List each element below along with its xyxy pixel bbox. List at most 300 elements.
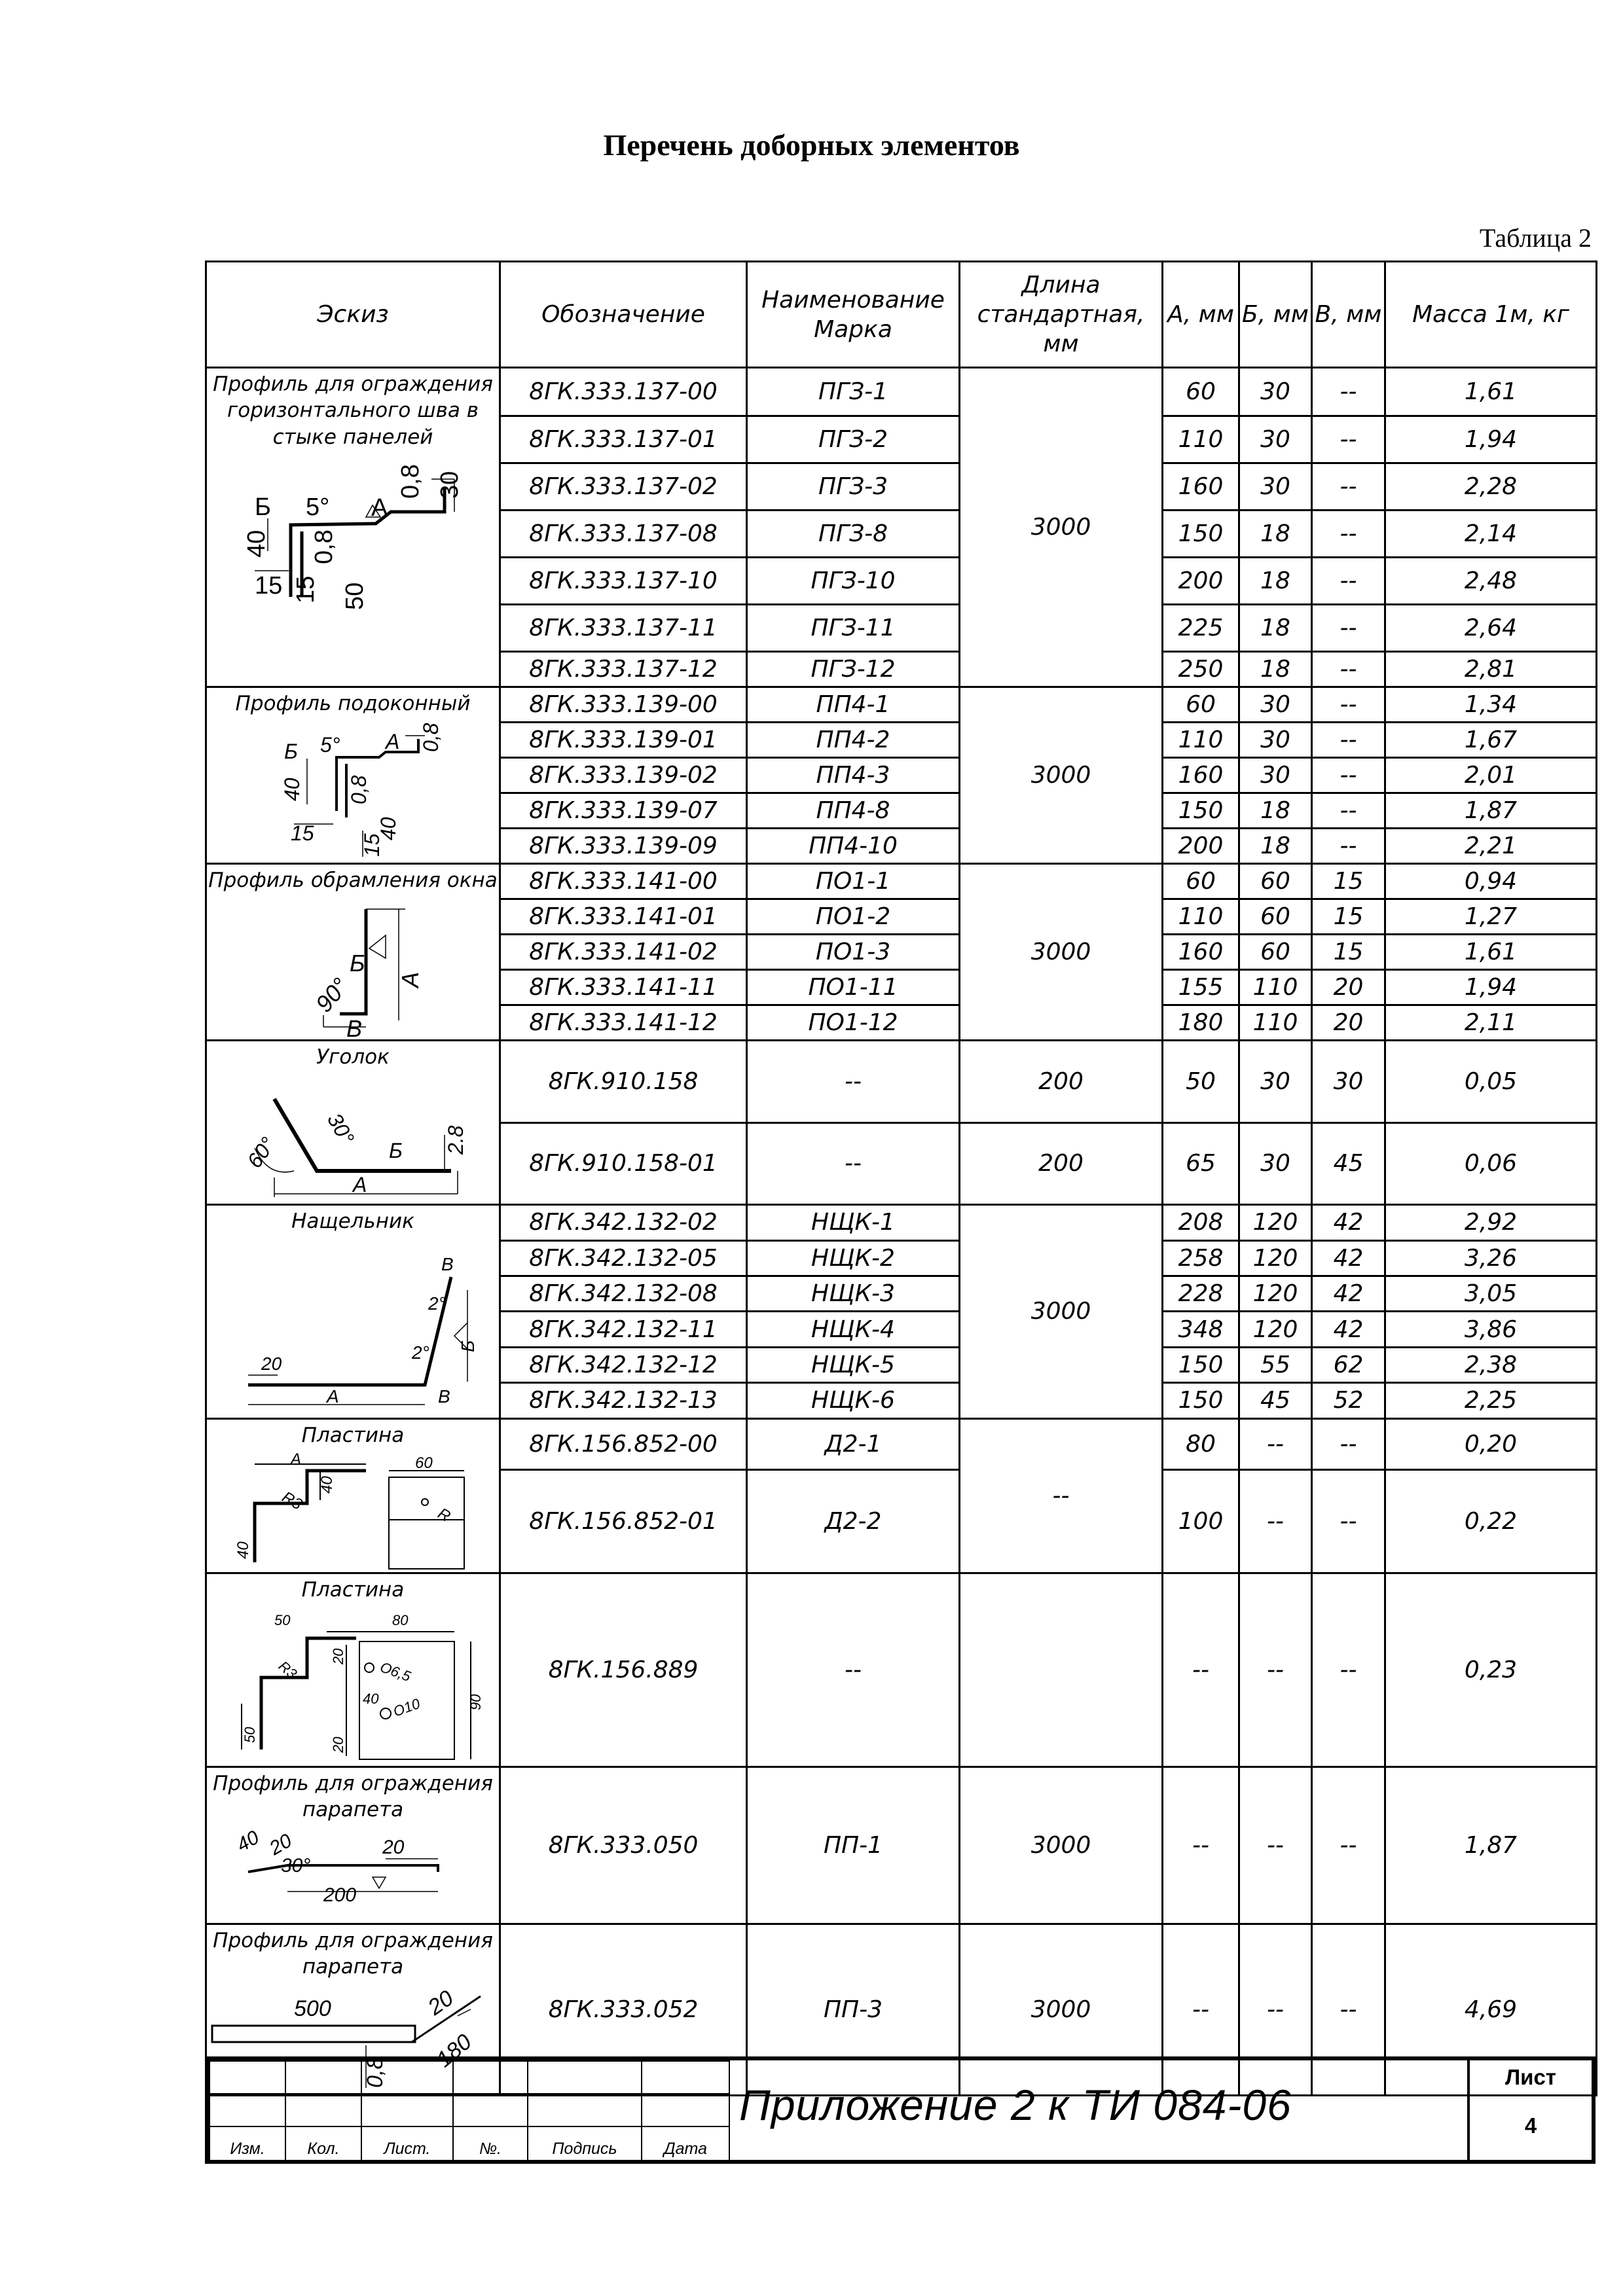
- b-cell: 110: [1239, 1005, 1312, 1041]
- v-cell: --: [1312, 758, 1385, 793]
- designation-cell: 8ГК.333.139-09: [500, 829, 747, 864]
- mass-cell: 0,20: [1385, 1418, 1597, 1470]
- sketch-cell: [206, 1418, 500, 1573]
- b-cell: 55: [1239, 1347, 1312, 1382]
- table-row: [206, 1205, 1597, 1240]
- mass-cell: 3,86: [1385, 1312, 1597, 1347]
- mass-cell: 1,34: [1385, 687, 1597, 723]
- dim-label: 15: [255, 571, 283, 600]
- b-cell: 30: [1239, 1041, 1312, 1123]
- v-cell: 42: [1312, 1205, 1385, 1240]
- b-cell: 18: [1239, 652, 1312, 687]
- mass-cell: 2,92: [1385, 1205, 1597, 1240]
- v-cell: --: [1312, 368, 1385, 416]
- dim-label: А: [327, 1386, 339, 1407]
- dim-label: 20: [330, 1736, 346, 1753]
- dim-label: 15: [360, 833, 384, 857]
- header-sketch: Эскиз: [206, 262, 500, 368]
- v-cell: 15: [1312, 864, 1385, 899]
- dim-label: O10: [391, 1695, 422, 1720]
- b-cell: 30: [1239, 687, 1312, 723]
- sketch-title: Профиль для ограждения парапета: [213, 1929, 493, 1979]
- b-cell: 18: [1239, 793, 1312, 829]
- mass-cell: 2,81: [1385, 652, 1597, 687]
- sketch-cell: [206, 368, 500, 687]
- name-cell: ПП-1: [747, 1767, 960, 1924]
- name-cell: НЩК-3: [747, 1276, 960, 1312]
- designation-cell: 8ГК.342.132-12: [500, 1347, 747, 1382]
- designation-cell: 8ГК.333.139-02: [500, 758, 747, 793]
- v-cell: 30: [1312, 1041, 1385, 1123]
- stamp-col-change: Изм.: [210, 2126, 285, 2161]
- mass-cell: 2,64: [1385, 605, 1597, 652]
- v-cell: 20: [1312, 970, 1385, 1005]
- dim-label: 20: [423, 1985, 458, 2020]
- b-cell: 120: [1239, 1276, 1312, 1312]
- b-cell: --: [1239, 1470, 1312, 1573]
- mass-cell: 1,94: [1385, 416, 1597, 463]
- dim-label: 500: [294, 1996, 331, 2021]
- name-cell: ПО1-11: [747, 970, 960, 1005]
- name-cell: ПГЗ-3: [747, 463, 960, 511]
- dim-label: R3: [275, 1657, 301, 1683]
- sketch-cell: [206, 1573, 500, 1767]
- header-mass: Масса 1м, кг: [1385, 262, 1597, 368]
- dim-label: 20: [382, 1836, 405, 1858]
- dim-label: А: [386, 730, 400, 754]
- dim-label: 0,8: [397, 464, 424, 499]
- header-length: Длина стандартная, мм: [960, 262, 1163, 368]
- header-row: [206, 262, 1597, 368]
- v-cell: --: [1312, 1418, 1385, 1470]
- revision-grid: [209, 2060, 730, 2161]
- dim-label: 40: [376, 817, 400, 841]
- dim-label: 60: [415, 1454, 433, 1472]
- dim-label: 0,8: [310, 529, 338, 564]
- v-cell: --: [1312, 652, 1385, 687]
- mass-cell: 2,28: [1385, 463, 1597, 511]
- dim-label: Б: [389, 1139, 403, 1163]
- designation-cell: 8ГК.333.137-12: [500, 652, 747, 687]
- mass-cell: 2,48: [1385, 558, 1597, 605]
- v-cell: --: [1312, 416, 1385, 463]
- b-cell: 18: [1239, 829, 1312, 864]
- dim-label: 30: [436, 471, 464, 499]
- v-cell: --: [1312, 1573, 1385, 1767]
- table-row: [206, 1767, 1597, 1924]
- name-cell: ПГЗ-12: [747, 652, 960, 687]
- sketch-title: Профиль обрамления окна: [208, 869, 498, 892]
- dim-label: 2°: [412, 1342, 429, 1363]
- sheet-number: 4: [1524, 2113, 1537, 2138]
- a-cell: 228: [1163, 1276, 1239, 1312]
- dim-label: 80: [392, 1612, 409, 1629]
- designation-cell: 8ГК.342.132-08: [500, 1276, 747, 1312]
- dim-label: 90°: [310, 973, 354, 1018]
- name-cell: ПО1-1: [747, 864, 960, 899]
- v-cell: --: [1312, 793, 1385, 829]
- a-cell: 150: [1163, 511, 1239, 558]
- v-cell: 42: [1312, 1312, 1385, 1347]
- dim-label: Б: [255, 493, 271, 521]
- name-cell: ПП4-2: [747, 723, 960, 758]
- name-cell: ПП4-10: [747, 829, 960, 864]
- b-cell: 18: [1239, 605, 1312, 652]
- dim-label: 40: [243, 529, 270, 558]
- dim-label: 30°: [281, 1854, 311, 1876]
- designation-cell: 8ГК.333.050: [500, 1767, 747, 1924]
- name-cell: ПГЗ-1: [747, 368, 960, 416]
- designation-cell: 8ГК.333.137-11: [500, 605, 747, 652]
- dim-label: 200: [323, 1884, 357, 1906]
- header-v: В, мм: [1312, 262, 1385, 368]
- designation-cell: 8ГК.342.132-11: [500, 1312, 747, 1347]
- sketch-cell: [206, 864, 500, 1041]
- dim-label: O6,5: [378, 1659, 413, 1685]
- v-cell: 42: [1312, 1276, 1385, 1312]
- mass-cell: 2,11: [1385, 1005, 1597, 1041]
- designation-cell: 8ГК.156.852-00: [500, 1418, 747, 1470]
- window-frame-drawing: [228, 896, 477, 1043]
- name-cell: ПО1-2: [747, 899, 960, 935]
- v-cell: 42: [1312, 1240, 1385, 1276]
- designation-cell: 8ГК.333.052: [500, 1924, 747, 2096]
- appendix-title: Приложение 2 к ТИ 084-06: [739, 2081, 1292, 2129]
- designation-cell: 8ГК.333.137-02: [500, 463, 747, 511]
- a-cell: 225: [1163, 605, 1239, 652]
- a-cell: 50: [1163, 1041, 1239, 1123]
- v-cell: --: [1312, 511, 1385, 558]
- sketch-title: Профиль подоконный: [235, 692, 471, 715]
- dim-label: 50: [341, 582, 369, 610]
- a-cell: 160: [1163, 935, 1239, 970]
- dim-label: 2°: [428, 1293, 446, 1314]
- a-cell: 180: [1163, 1005, 1239, 1041]
- designation-cell: 8ГК.333.139-00: [500, 687, 747, 723]
- designation-cell: 8ГК.333.137-00: [500, 368, 747, 416]
- b-cell: 30: [1239, 1122, 1312, 1205]
- b-cell: 30: [1239, 463, 1312, 511]
- sill-profile-drawing: [228, 719, 477, 860]
- b-cell: 18: [1239, 558, 1312, 605]
- sketch-cell: [206, 1041, 500, 1205]
- b-cell: 30: [1239, 416, 1312, 463]
- mass-cell: 0,06: [1385, 1122, 1597, 1205]
- header-a: А, мм: [1163, 262, 1239, 368]
- sheet-box: [1467, 2060, 1592, 2160]
- dim-label: А: [353, 1173, 367, 1197]
- mass-cell: 2,38: [1385, 1347, 1597, 1382]
- designation-cell: 8ГК.333.141-01: [500, 899, 747, 935]
- dim-label: 40: [233, 1826, 263, 1856]
- v-cell: --: [1312, 1924, 1385, 2096]
- name-cell: ПО1-12: [747, 1005, 960, 1041]
- dim-label: 40: [280, 778, 304, 802]
- a-cell: 150: [1163, 793, 1239, 829]
- mass-cell: 2,21: [1385, 829, 1597, 864]
- dim-label: 180: [431, 2029, 477, 2072]
- v-cell: --: [1312, 829, 1385, 864]
- designation-cell: 8ГК.333.139-07: [500, 793, 747, 829]
- name-cell: НЩК-4: [747, 1312, 960, 1347]
- a-cell: 60: [1163, 368, 1239, 416]
- dim-label: 30°: [322, 1109, 359, 1149]
- designation-cell: 8ГК.333.141-02: [500, 935, 747, 970]
- v-cell: --: [1312, 558, 1385, 605]
- b-cell: 120: [1239, 1205, 1312, 1240]
- length-cell: 3000: [960, 1767, 1163, 1924]
- designation-cell: 8ГК.333.139-01: [500, 723, 747, 758]
- name-cell: НЩК-2: [747, 1240, 960, 1276]
- dim-label: Б: [284, 740, 298, 764]
- a-cell: 150: [1163, 1347, 1239, 1382]
- v-cell: --: [1312, 1767, 1385, 1924]
- a-cell: --: [1163, 1924, 1239, 2096]
- b-cell: 30: [1239, 368, 1312, 416]
- sketch-cell: [206, 687, 500, 864]
- sketch-cell: [206, 1205, 500, 1418]
- a-cell: 150: [1163, 1383, 1239, 1418]
- a-cell: 110: [1163, 899, 1239, 935]
- dim-label: В: [346, 1015, 363, 1043]
- b-cell: 18: [1239, 511, 1312, 558]
- dim-label: Б: [458, 1340, 478, 1352]
- mass-cell: 1,61: [1385, 935, 1597, 970]
- a-cell: 110: [1163, 416, 1239, 463]
- dim-label: 50: [274, 1612, 291, 1629]
- length-cell: 3000: [960, 864, 1163, 1041]
- v-cell: --: [1312, 687, 1385, 723]
- designation-cell: 8ГК.333.141-11: [500, 970, 747, 1005]
- table-row: [206, 687, 1597, 723]
- v-cell: --: [1312, 463, 1385, 511]
- stamp-col-doc-num: №.: [453, 2126, 528, 2161]
- mass-cell: 1,87: [1385, 793, 1597, 829]
- designation-cell: 8ГК.333.141-00: [500, 864, 747, 899]
- a-cell: 60: [1163, 864, 1239, 899]
- table-row: [206, 368, 1597, 416]
- batten-drawing: [228, 1238, 477, 1418]
- b-cell: 120: [1239, 1312, 1312, 1347]
- designation-cell: 8ГК.333.137-10: [500, 558, 747, 605]
- plate-drawing: [228, 1451, 477, 1572]
- mass-cell: 0,05: [1385, 1041, 1597, 1123]
- a-cell: 80: [1163, 1418, 1239, 1470]
- dim-label: 40: [318, 1476, 336, 1494]
- b-cell: 30: [1239, 723, 1312, 758]
- table-row: [206, 1573, 1597, 1767]
- table-row: [206, 1041, 1597, 1123]
- table-label: Таблица 2: [1479, 223, 1592, 253]
- v-cell: --: [1312, 1470, 1385, 1573]
- stamp-col-date: Дата: [642, 2126, 729, 2161]
- a-cell: --: [1163, 1573, 1239, 1767]
- b-cell: --: [1239, 1767, 1312, 1924]
- a-cell: 258: [1163, 1240, 1239, 1276]
- v-cell: 62: [1312, 1347, 1385, 1382]
- plate-with-holes-drawing: [228, 1605, 484, 1766]
- designation-cell: 8ГК.910.158-01: [500, 1122, 747, 1205]
- designation-cell: 8ГК.342.132-02: [500, 1205, 747, 1240]
- v-cell: 15: [1312, 899, 1385, 935]
- dim-label: А: [371, 493, 388, 522]
- dim-label: А: [291, 1450, 302, 1468]
- length-cell: 3000: [960, 687, 1163, 864]
- v-cell: --: [1312, 723, 1385, 758]
- dim-label: 40: [363, 1691, 379, 1708]
- dim-label: 15: [292, 575, 319, 603]
- b-cell: 60: [1239, 899, 1312, 935]
- angle-drawing: [228, 1073, 477, 1204]
- b-cell: 120: [1239, 1240, 1312, 1276]
- a-cell: 65: [1163, 1122, 1239, 1205]
- a-cell: 60: [1163, 687, 1239, 723]
- dim-label: R3: [279, 1488, 306, 1514]
- name-cell: ПГЗ-2: [747, 416, 960, 463]
- name-cell: --: [747, 1122, 960, 1205]
- b-cell: 60: [1239, 864, 1312, 899]
- name-cell: --: [747, 1573, 960, 1767]
- dim-label: 0,8: [419, 723, 443, 753]
- length-cell: 3000: [960, 1205, 1163, 1418]
- name-cell: --: [747, 1041, 960, 1123]
- designation-cell: 8ГК.333.137-08: [500, 511, 747, 558]
- mass-cell: 1,61: [1385, 368, 1597, 416]
- mass-cell: 1,67: [1385, 723, 1597, 758]
- header-b: Б, мм: [1239, 262, 1312, 368]
- length-cell: [960, 1573, 1163, 1767]
- designation-cell: 8ГК.342.132-13: [500, 1383, 747, 1418]
- stamp-col-signature: Подпись: [528, 2126, 642, 2161]
- b-cell: --: [1239, 1924, 1312, 2096]
- b-cell: --: [1239, 1418, 1312, 1470]
- dim-label: 20: [330, 1648, 346, 1665]
- dim-label: В: [441, 1253, 454, 1274]
- mass-cell: 3,05: [1385, 1276, 1597, 1312]
- mass-cell: 1,27: [1385, 899, 1597, 935]
- designation-cell: 8ГК.333.137-01: [500, 416, 747, 463]
- a-cell: 160: [1163, 758, 1239, 793]
- dim-label: 40: [234, 1541, 252, 1559]
- a-cell: 250: [1163, 652, 1239, 687]
- v-cell: 52: [1312, 1383, 1385, 1418]
- document-title: Перечень доборных элементов: [603, 128, 1020, 162]
- dim-label: 15: [291, 821, 314, 846]
- dim-label: 20: [261, 1353, 282, 1374]
- v-cell: 15: [1312, 935, 1385, 970]
- sketch-title: Пластина: [301, 1423, 405, 1447]
- length-cell: 3000: [960, 368, 1163, 687]
- mass-cell: 2,01: [1385, 758, 1597, 793]
- mass-cell: 2,25: [1385, 1383, 1597, 1418]
- b-cell: 110: [1239, 970, 1312, 1005]
- dim-label: 5°: [320, 733, 340, 757]
- a-cell: 208: [1163, 1205, 1239, 1240]
- dim-label: 0,8: [363, 2056, 388, 2088]
- name-cell: ПГЗ-8: [747, 511, 960, 558]
- dim-label: А: [397, 972, 424, 988]
- dim-label: 90: [467, 1694, 484, 1711]
- name-cell: ПГЗ-11: [747, 605, 960, 652]
- name-cell: ПП4-1: [747, 687, 960, 723]
- mass-cell: 3,26: [1385, 1240, 1597, 1276]
- v-cell: 45: [1312, 1122, 1385, 1205]
- name-cell: ПП-3: [747, 1924, 960, 2096]
- name-cell: Д2-1: [747, 1418, 960, 1470]
- a-cell: 348: [1163, 1312, 1239, 1347]
- dim-label: В: [438, 1386, 450, 1407]
- length-cell: 200: [960, 1041, 1163, 1123]
- dim-label: 2.8: [444, 1125, 467, 1155]
- mass-cell: 4,69: [1385, 1924, 1597, 2096]
- mass-cell: 1,94: [1385, 970, 1597, 1005]
- v-cell: 20: [1312, 1005, 1385, 1041]
- sketch-title: Уголок: [316, 1045, 390, 1069]
- dim-label: 20: [266, 1829, 296, 1859]
- name-cell: Д2-2: [747, 1470, 960, 1573]
- header-name: Наименование Марка: [747, 262, 960, 368]
- a-cell: 100: [1163, 1470, 1239, 1573]
- designation-cell: 8ГК.910.158: [500, 1041, 747, 1123]
- designation-cell: 8ГК.342.132-05: [500, 1240, 747, 1276]
- designation-cell: 8ГК.156.889: [500, 1573, 747, 1767]
- dim-label: 5°: [306, 493, 330, 521]
- sketch-title: Профиль для ограждения горизонтального шва в стыке панелей: [213, 372, 493, 449]
- dim-label: Б: [350, 950, 365, 977]
- stamp-col-sheet: Лист.: [361, 2126, 453, 2161]
- length-cell: --: [960, 1418, 1163, 1573]
- dim-label: 50: [242, 1727, 258, 1744]
- sketch-title: Пластина: [301, 1577, 405, 1602]
- name-cell: ПО1-3: [747, 935, 960, 970]
- name-cell: НЩК-1: [747, 1205, 960, 1240]
- parapet-profile-drawing: [228, 1826, 477, 1911]
- sketch-cell: [206, 1767, 500, 1924]
- name-cell: НЩК-5: [747, 1347, 960, 1382]
- sketch-title: Профиль для ограждения парапета: [213, 1772, 493, 1822]
- sketch-title: Нащельник: [291, 1210, 414, 1234]
- mass-cell: 0,22: [1385, 1470, 1597, 1573]
- a-cell: 200: [1163, 829, 1239, 864]
- dim-label: 0,8: [347, 775, 371, 805]
- table-row: [206, 1418, 1597, 1470]
- length-cell: 200: [960, 1122, 1163, 1205]
- name-cell: ПГЗ-10: [747, 558, 960, 605]
- a-cell: 155: [1163, 970, 1239, 1005]
- profile-sketch-drawing: [228, 453, 477, 617]
- mass-cell: 0,23: [1385, 1573, 1597, 1767]
- name-cell: НЩК-6: [747, 1383, 960, 1418]
- a-cell: 200: [1163, 558, 1239, 605]
- mass-cell: 2,14: [1385, 511, 1597, 558]
- b-cell: --: [1239, 1573, 1312, 1767]
- name-cell: ПП4-8: [747, 793, 960, 829]
- a-cell: 160: [1163, 463, 1239, 511]
- dim-label: 60°: [242, 1133, 280, 1173]
- a-cell: --: [1163, 1767, 1239, 1924]
- name-cell: ПП4-3: [747, 758, 960, 793]
- table-row: [206, 864, 1597, 899]
- title-block: [205, 2056, 1596, 2164]
- v-cell: --: [1312, 605, 1385, 652]
- sheet-label: Лист: [1470, 2060, 1592, 2096]
- a-cell: 110: [1163, 723, 1239, 758]
- mass-cell: 1,87: [1385, 1767, 1597, 1924]
- header-designation: Обозначение: [500, 262, 747, 368]
- length-cell: 3000: [960, 1924, 1163, 2096]
- b-cell: 30: [1239, 758, 1312, 793]
- designation-cell: 8ГК.156.852-01: [500, 1470, 747, 1573]
